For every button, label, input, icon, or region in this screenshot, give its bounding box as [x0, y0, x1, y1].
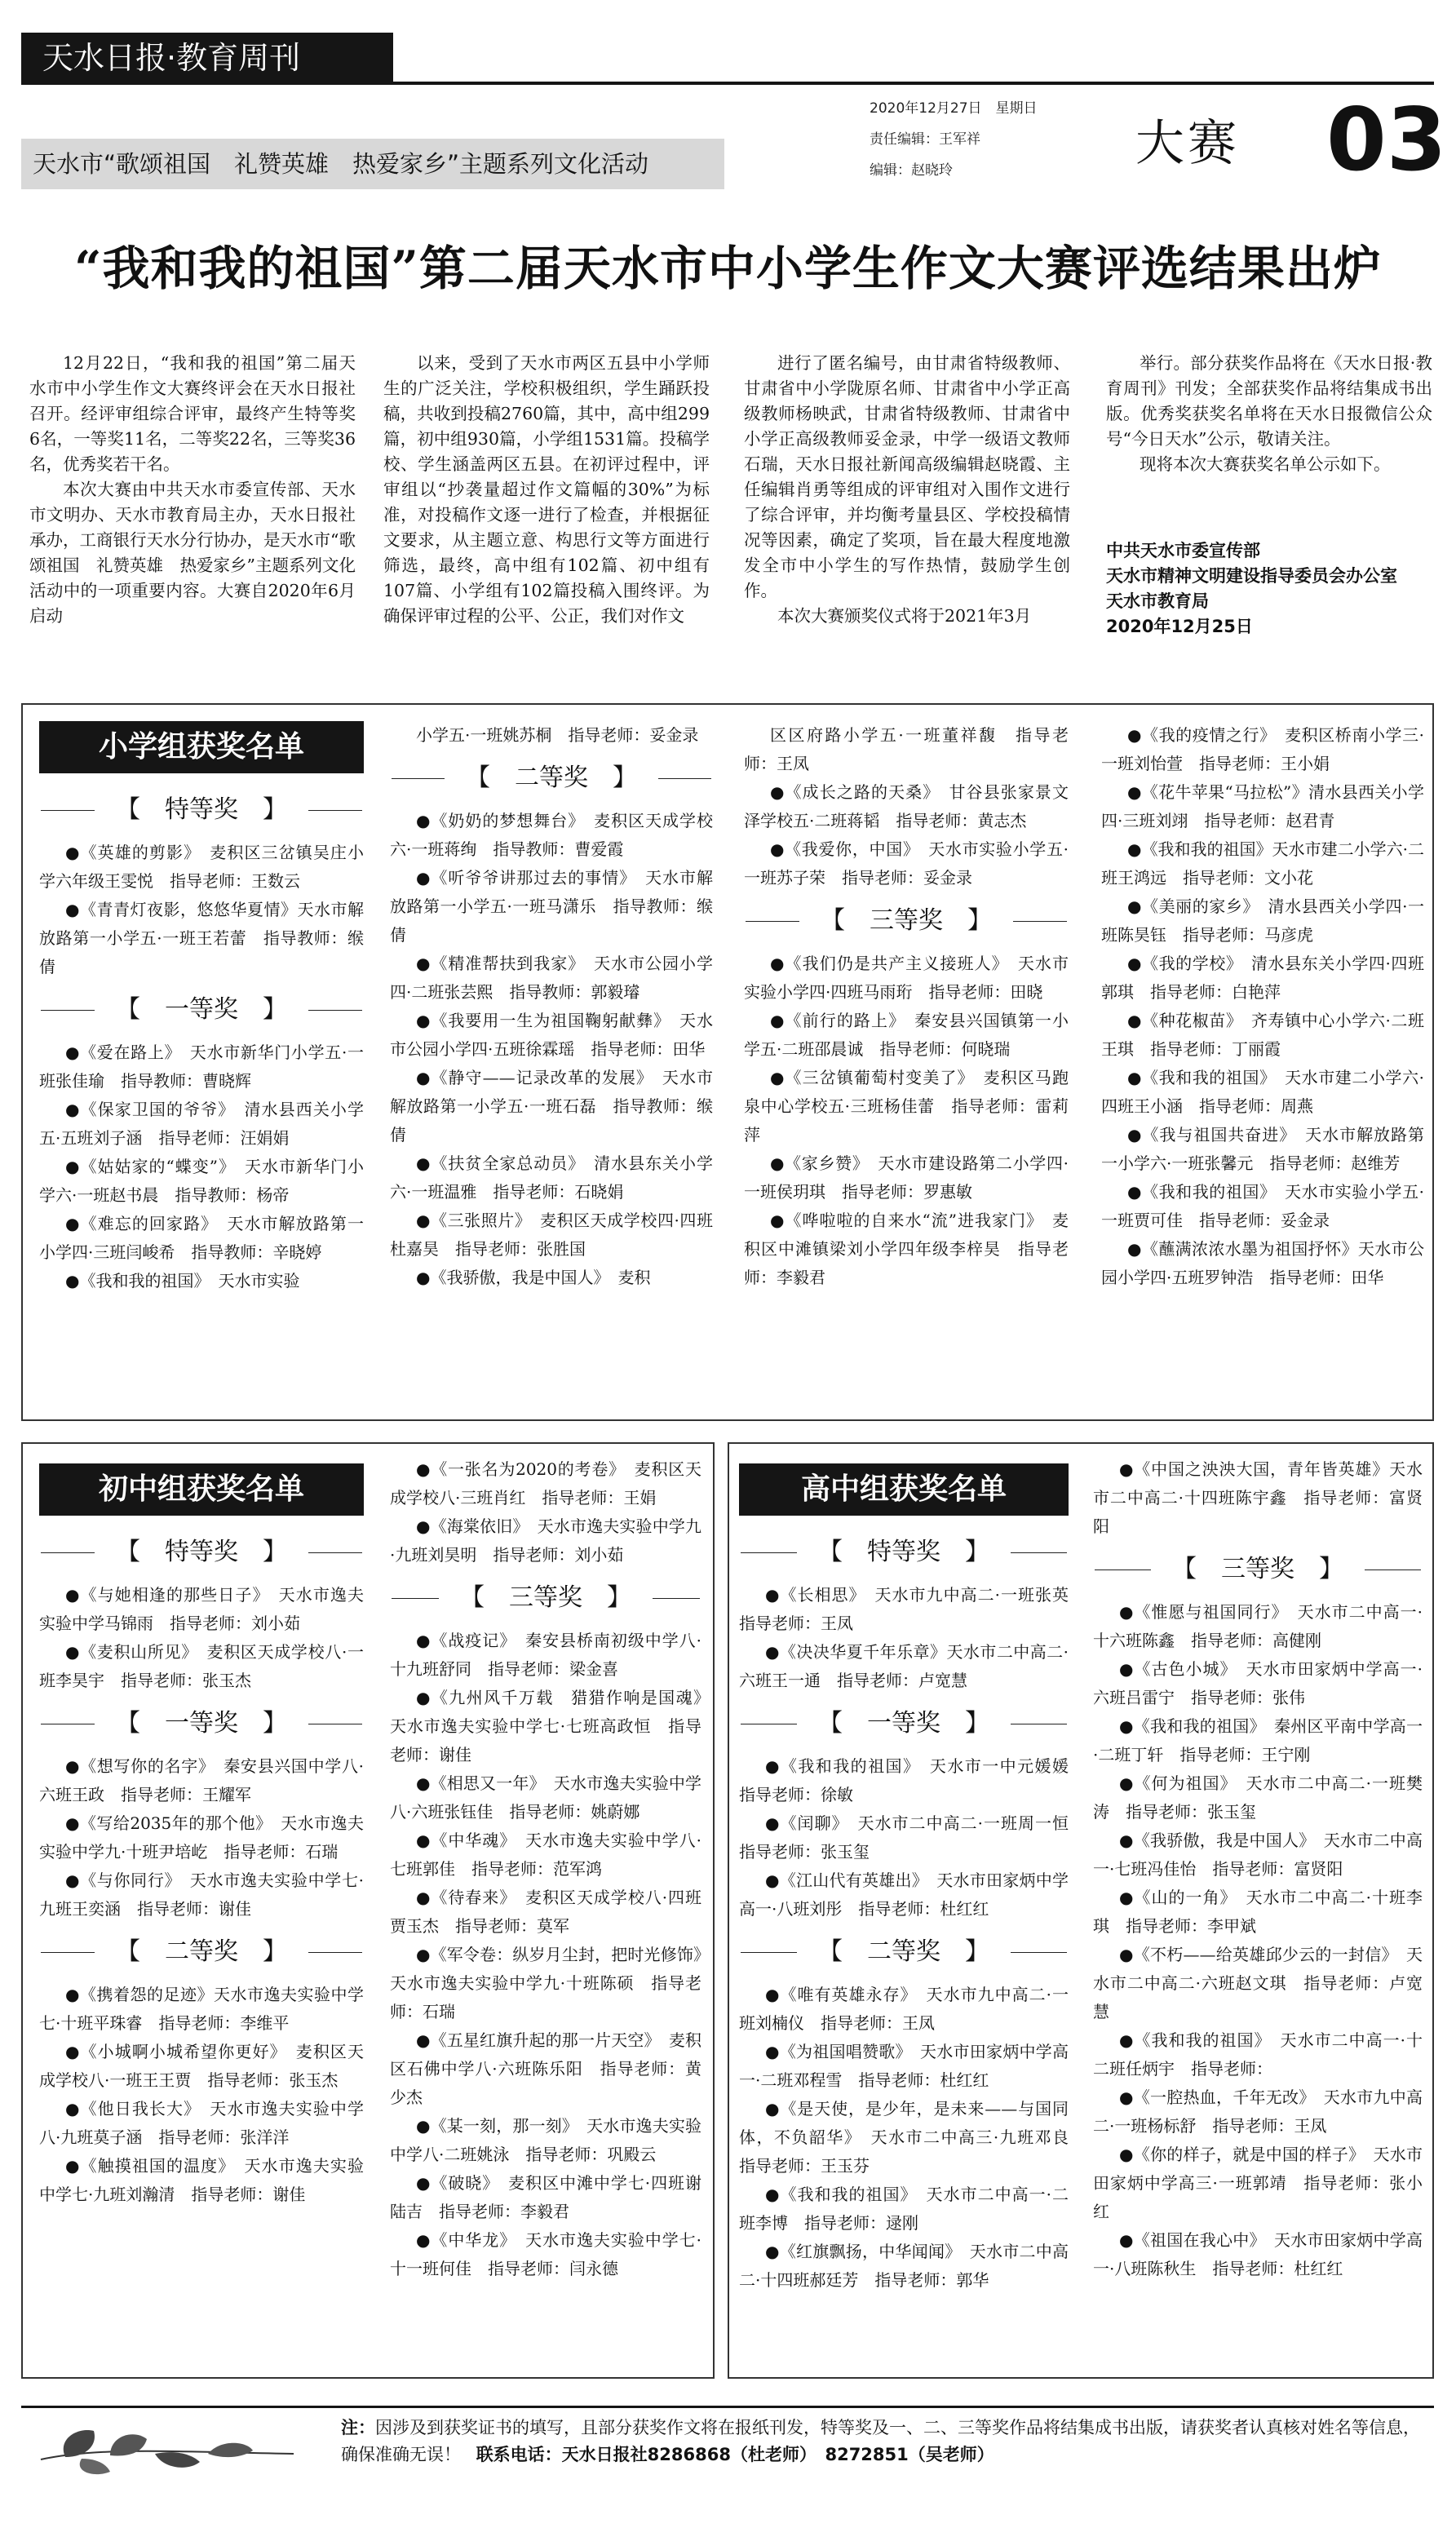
junior-col-1: [39, 1450, 364, 2209]
winner-entry: ●《写给2035年的那个他》 天水市逸夫实验中学九·十班尹培屹 指导老师：石瑞: [39, 1813, 364, 1862]
winner-entry: ●《闰聊》 天水市二中高二·一班周一恒 指导老师：张玉玺: [739, 1813, 1085, 1862]
intro-paragraph: 本次大赛颁奖仪式将于2021年3月: [777, 606, 1032, 626]
signature-line: 天水市精神文明建设指导委员会办公室: [1106, 566, 1397, 586]
winner-entry: ●《为祖国唱赞歌》 天水市田家炳中学高一·二班邓程雪 指导老师：杜红红: [739, 2042, 1069, 2090]
winner-entry: ●《九州风千万载 猎猎作响是国魂》 天水市逸夫实验中学七·七班高政恒 指导老师：谢佳: [390, 1688, 718, 1764]
winner-entry: ●《我的学校》 清水县东关小学四·四班郭琪 指导老师：白艳萍: [1101, 954, 1424, 1002]
intro-signature: [1106, 538, 1432, 640]
winner-entry: ●《想写你的名字》 秦安县兴国中学八·六班王政 指导老师：王耀军: [39, 1756, 364, 1804]
winner-entry: ●《海棠依旧》 天水市逸夫实验中学九·九班刘昊明 指导老师：刘小茹: [390, 1516, 701, 1565]
winner-entry: ●《与你同行》 天水市逸夫实验中学七·九班王奕涵 指导老师：谢佳: [39, 1871, 364, 1919]
winner-entry: ●《静守——记录改革的发展》 天水市解放路第一小学五·一班石磊 指导教师：缑倩: [390, 1068, 713, 1144]
winner-entry: ●《江山代有英雄出》 天水市田家炳中学高一·八班刘彤 指导老师：杜红红: [739, 1871, 1069, 1919]
winner-entry: ●《精准帮扶到我家》 天水市公园小学四·二班张芸熙 指导教师：郭毅璿: [390, 954, 713, 1002]
winner-entry: ●《唯有英雄永存》 天水市九中高二·一班刘楠仪 指导老师：王凤: [739, 1985, 1069, 2033]
winner-entry: ●《哗啦啦的自来水“流”进我家门》 麦积区中滩镇梁刘小学四年级李梓昊 指导老师：李毅君: [744, 1211, 1069, 1287]
primary-col-2: [390, 721, 713, 1292]
campaign-banner: 天水市“歌颂祖国 礼赞英雄 热爱家乡”主题系列文化活动: [21, 139, 724, 189]
issue-date: 2020年12月27日 星期日: [870, 100, 1038, 117]
winner-entry: ●《难忘的回家路》 天水市解放路第一小学四·三班闫峻希 指导教师：辛晓婷: [39, 1214, 364, 1262]
winner-entry: ●《不朽——给英雄邱少云的一封信》 天水市二中高二·六班赵文琪 指导老师：卢宽慧: [1093, 1945, 1423, 2021]
senior-heading: 高中组获奖名单: [739, 1463, 1069, 1516]
award-level-heading: 【 一等奖 】: [739, 1703, 1069, 1744]
winner-entry: ●《一张名为2020的考卷》 麦积区天成学校八·三班肖红 指导老师：王娟: [390, 1459, 701, 1508]
winner-entry: ●《我和我的祖国》 天水市二中高一·二班李博 指导老师：逯刚: [739, 2185, 1069, 2233]
page-editor: 编辑：赵晓玲: [870, 162, 953, 179]
leaf-ornament-icon: [33, 2415, 302, 2480]
intro-column-2: [383, 351, 710, 629]
winner-entry: ●《我和我的祖国》 天水市实验小学五·一班贾可佳 指导老师：妥金录: [1101, 1182, 1424, 1230]
winner-entry: ●《我爱你，中国》 天水市实验小学五·一班苏子荣 指导老师：妥金录: [744, 839, 1069, 888]
winner-entry: ●《三岔镇葡萄村变美了》 麦积区马跑泉中心学校五·三班杨佳蕾 指导老师：雷莉萍: [744, 1068, 1069, 1144]
winner-entry: ●《是天使，是少年，是未来——与国同体，不负韶华》 天水市二中高三·九班邓良 指导老师：王玉芬: [739, 2099, 1085, 2176]
winner-entry: ●《我们仍是共产主义接班人》 天水市实验小学四·四班马雨珩 指导老师：田晓: [744, 954, 1069, 1002]
award-level-heading: 【 二等奖 】: [739, 1932, 1069, 1972]
winner-entry: ●《五星红旗升起的那一片天空》 麦积区石佛中学八·六班陈乐阳 指导老师：黄少杰: [390, 2030, 701, 2107]
responsible-editor: 责任编辑：王军祥: [870, 131, 980, 148]
winner-entry: ●《家乡赞》 天水市建设路第二小学四·一班侯玥琪 指导老师：罗惠敏: [744, 1153, 1069, 1202]
winner-entry: ●《祖国在我心中》 天水市田家炳中学高一·八班陈秋生 指导老师：杜红红: [1093, 2230, 1423, 2278]
signature-line: 2020年12月25日: [1106, 617, 1253, 636]
winner-entry: ●《战疫记》 秦安县桥南初级中学八·十九班舒同 指导老师：梁金喜: [390, 1631, 701, 1679]
award-level-heading: 【 二等奖 】: [39, 1932, 364, 1972]
award-level-heading: 【 特等奖 】: [739, 1532, 1069, 1573]
winner-entry: ●《蘸满浓浓水墨为祖国抒怀》天水市公园小学四·五班罗钟浩 指导老师：田华: [1101, 1239, 1424, 1287]
footer-note: [341, 2415, 1426, 2468]
intro-paragraph: 本次大赛由中共天水市委宣传部、天水市文明办、天水市教育局主办，天水日报社承办，工商银行天水分行协办，是天水市“歌颂祖国 礼赞英雄 热爱家乡”主题系列文化活动中的一项重要内容。大赛自2020年6月启动: [29, 480, 356, 626]
signature-line: 中共天水市委宣传部: [1106, 541, 1260, 560]
winner-entry: ●《麦积山所见》 麦积区天成学校八·一班李昊宇 指导老师：张玉杰: [39, 1642, 364, 1690]
senior-col-1-list: [739, 1532, 1085, 2295]
intro-paragraph: 现将本次大赛获奖名单公示如下。: [1140, 454, 1391, 474]
winner-entry: ●《我要用一生为祖国鞠躬献彝》 天水市公园小学四·五班徐霖瑶 指导老师：田华: [390, 1011, 713, 1059]
winner-entry: ●《我和我的祖国》 天水市二中高一·十二班任炳宇 指导老师：: [1093, 2030, 1423, 2079]
winner-entry: ●《听爷爷讲那过去的事情》 天水市解放路第一小学五·一班马潇乐 指导教师：缑倩: [390, 868, 713, 945]
winner-entry: ●《一腔热血，千年无改》 天水市九中高二·一班杨标舒 指导老师：王凤: [1093, 2087, 1423, 2136]
winner-entry: ●《我和我的祖国》天水市建二小学六·二班王鸿远 指导老师：文小花: [1101, 839, 1424, 888]
winner-entry: ●《红旗飘扬，中华闻闻》 天水市二中高二·十四班郝廷芳 指导老师：郭华: [739, 2242, 1069, 2290]
winner-entry: ●《山的一角》 天水市二中高二·十班李琪 指导老师：李甲斌: [1093, 1888, 1423, 1936]
primary-col-3: [744, 721, 1069, 1292]
winner-entry: 小学五·一班姚苏桐 指导老师：妥金录: [416, 725, 699, 745]
winner-entry: 区区府路小学五·一班董祥馥 指导老师：王凤: [744, 725, 1069, 773]
winner-entry: ●《触摸祖国的温度》 天水市逸夫实验中学七·九班刘瀚清 指导老师：谢佳: [39, 2156, 364, 2204]
winner-entry: ●《我和我的祖国》 天水市实验: [65, 1271, 300, 1291]
footer-contact: 联系电话：天水日报社8286868（杜老师） 8272851（吴老师）: [476, 2445, 994, 2464]
winner-entry: ●《破晓》 麦积区中滩中学七·四班谢陆吉 指导老师：李毅君: [390, 2173, 701, 2221]
winner-entry: ●《何为祖国》 天水市二中高二·一班樊涛 指导老师：张玉玺: [1093, 1773, 1423, 1822]
winner-entry: ●《我和我的祖国》 秦州区平南中学高一·二班丁轩 指导老师：王宁刚: [1093, 1716, 1423, 1764]
intro-paragraph: 12月22日，“我和我的祖国”第二届天水市中小学生作文大赛终评会在天水日报社召开。经评审组综合评审，最终产生特等奖6名，一等奖11名，二等奖22名，三等奖36名，优秀奖若干名。: [29, 353, 356, 474]
primary-col-1: [39, 708, 364, 1295]
winner-entry: ●《姑姑家的“蝶变”》 天水市新华门小学六·一班赵书晨 指导教师：杨帝: [39, 1157, 364, 1205]
intro-paragraph: 进行了匿名编号，由甘肃省特级教师、甘肃省中小学陇原名师、甘肃省中小学正高级教师杨映武，甘肃省特级教师、甘肃省中小学正高级教师妥金录，中学一级语文教师石瑞，天水日报社新闻高级编辑赵晓霞、主任编辑肖勇等组成的评审组对入围作文进行了综合评审，并均衡考量县区、学校投稿情况等因素，确定了奖项，旨在最大程度地激发全市中小学生的写作热情，鼓励学生创作。: [744, 353, 1070, 600]
winner-entry: ●《我与祖国共奋进》 天水市解放路第一小学六·一班张馨元 指导老师：赵维芳: [1101, 1125, 1424, 1173]
winner-entry: ●《成长之路的天桑》 甘谷县张家景文泽学校五·二班蒋韬 指导老师：黄志杰: [744, 782, 1069, 830]
senior-col-2: [1093, 1455, 1423, 2283]
winner-entry: ●《奶奶的梦想舞台》 麦积区天成学校六·一班蒋绚 指导教师：曹爱霞: [390, 811, 713, 859]
award-level-heading: 【 特等奖 】: [39, 790, 364, 830]
senior-col-1: [739, 1450, 1085, 2295]
primary-col-4: [1101, 721, 1424, 1292]
winner-entry: ●《我骄傲，我是中国人》 麦积: [416, 1268, 651, 1287]
winner-entry: ●《中华魂》 天水市逸夫实验中学八·七班郭佳 指导老师：范军鸿: [390, 1831, 701, 1879]
winner-entry: ●《青青灯夜影，悠悠华夏情》天水市解放路第一小学五·一班王若蕾 指导教师：缑倩: [39, 900, 364, 976]
award-level-heading: 【 一等奖 】: [39, 1703, 364, 1744]
award-level-heading: 【 三等奖 】: [1093, 1549, 1423, 1590]
intro-column-1: [29, 351, 356, 629]
footer-note-text: 因涉及到获奖证书的填写，且部分获奖作文将在报纸刊发，特等奖及一、二、三等奖作品将结集成书出版，请获奖者认真核对姓名等信息，确保准确无误！: [341, 2418, 1420, 2464]
intro-paragraph: 以来，受到了天水市两区五县中小学师生的广泛关注，学校积极组织，学生踊跃投稿，共收到投稿2760篇，其中，高中组299篇，初中组930篇，小学组1531篇。投稿学校、学生涵盖两区五县。在初评过程中，评审组以“抄袭量超过作文篇幅的30%”为标准，对投稿作文逐一进行了检查，并根据征文要求，从主题立意、构思行文等方面进行筛选，最终，高中组有102篇、初中组有107篇、小学组有102篇投稿入围终评。为确保评审过程的公平、公正，我们对作文: [383, 353, 710, 626]
winner-entry: ●《爱在路上》 天水市新华门小学五·一班张佳瑜 指导教师：曹晓辉: [39, 1043, 364, 1091]
winner-entry: ●《小城啊小城希望你更好》 麦积区天成学校八·一班王王贾 指导老师：张玉杰: [39, 2042, 364, 2090]
masthead-rule: [21, 82, 1434, 85]
winner-entry: ●《花牛苹果“马拉松”》清水县西关小学四·三班刘翊 指导老师：赵君青: [1101, 782, 1424, 830]
winner-entry: ●《英雄的剪影》 麦积区三岔镇吴庄小学六年级王雯悦 指导老师：王数云: [39, 843, 364, 891]
junior-col-1-list: [39, 1532, 364, 2209]
headline: “我和我的祖国”第二届天水市中小学生作文大赛评选结果出炉: [74, 241, 1382, 296]
masthead-title: 天水日报·教育周刊: [21, 33, 393, 83]
award-level-heading: 【 三等奖 】: [390, 1578, 701, 1618]
junior-col-2: [390, 1455, 718, 2283]
intro-paragraph: 举行。部分获奖作品将在《天水日报·教育周刊》刊发；全部获奖作品将结集成书出版。优秀奖获奖名单将在天水日报微信公众号“今日天水”公示，敬请关注。: [1106, 353, 1432, 449]
intro-column-3: [744, 351, 1070, 629]
winner-entry: ●《待春来》 麦积区天成学校八·四班贾玉杰 指导老师：莫军: [390, 1888, 701, 1936]
winner-entry: ●《中华龙》 天水市逸夫实验中学七·十一班何佳 指导老师：闫永德: [390, 2230, 701, 2278]
page-number: 03: [1326, 90, 1447, 190]
winner-entry: ●《你的样子，就是中国的样子》 天水市田家炳中学高三·一班郭靖 指导老师：张小红: [1093, 2145, 1423, 2221]
winner-entry: ●《前行的路上》 秦安县兴国镇第一小学五·二班邵晨诚 指导老师：何晓瑞: [744, 1011, 1069, 1059]
winner-entry: ●《三张照片》 麦积区天成学校四·四班杜嘉昊 指导老师：张胜国: [390, 1211, 713, 1259]
winner-entry: ●《美丽的家乡》 清水县西关小学四·一班陈昊钰 指导老师：马彦虎: [1101, 897, 1424, 945]
intro-column-4: [1106, 351, 1432, 477]
award-level-heading: 【 二等奖 】: [390, 758, 713, 799]
winner-entry: ●《决决华夏千年乐章》天水市二中高二·六班王一通 指导老师：卢宽慧: [739, 1642, 1069, 1690]
winner-entry: ●《与她相逢的那些日子》 天水市逸夫实验中学马锦雨 指导老师：刘小茹: [39, 1585, 364, 1633]
footer-note-label: 注：: [341, 2418, 375, 2437]
winner-entry: ●《扶贫全家总动员》 清水县东关小学六·一班温雅 指导老师：石晓娟: [390, 1153, 713, 1202]
footer-rule: [21, 2406, 1434, 2408]
primary-heading: 小学组获奖名单: [39, 721, 364, 773]
winner-entry: ●《相思又一年》 天水市逸夫实验中学八·六班张钰佳 指导老师：姚蔚娜: [390, 1773, 701, 1822]
signature-line: 天水市教育局: [1106, 591, 1209, 611]
junior-heading: 初中组获奖名单: [39, 1463, 364, 1516]
winner-entry: ●《保家卫国的爷爷》 清水县西关小学五·五班刘子涵 指导老师：汪娟娟: [39, 1100, 364, 1148]
winner-entry: ●《军令卷：纵岁月尘封，把时光修饰》 天水市逸夫实验中学九·十班陈硕 指导老师：石瑞: [390, 1945, 718, 2021]
winner-entry: ●《古色小城》 天水市田家炳中学高一·六班吕雷宁 指导老师：张伟: [1093, 1659, 1423, 1707]
winner-entry: ●《他日我长大》 天水市逸夫实验中学八·九班莫子涵 指导老师：张洋洋: [39, 2099, 364, 2147]
primary-col-1-list: [39, 790, 364, 1295]
winner-entry: ●《我的疫情之行》 麦积区桥南小学三·一班刘怡萱 指导老师：王小娟: [1101, 725, 1424, 773]
section-label: 大赛: [1135, 115, 1240, 172]
winner-entry: ●《我骄傲，我是中国人》 天水市二中高一·七班冯佳怡 指导老师：富贤阳: [1093, 1831, 1423, 1879]
award-level-heading: 【 三等奖 】: [744, 901, 1069, 941]
winner-entry: ●《携着怨的足迹》天水市逸夫实验中学七·十班平珠睿 指导老师：李维平: [39, 1985, 364, 2033]
winner-entry: ●《我和我的祖国》 天水市一中元媛媛 指导老师：徐敏: [739, 1756, 1085, 1804]
award-level-heading: 【 一等奖 】: [39, 990, 364, 1030]
winner-entry: ●《中国之泱泱大国，青年皆英雄》天水市二中高二·十四班陈宇鑫 指导老师：富贤阳: [1093, 1459, 1423, 1536]
winner-entry: ●《长相思》 天水市九中高二·一班张英 指导老师：王凤: [739, 1585, 1085, 1633]
winner-entry: ●《种花椒苗》 齐寿镇中心小学六·二班王琪 指导老师：丁丽霞: [1101, 1011, 1424, 1059]
winner-entry: ●《惟愿与祖国同行》 天水市二中高一·十六班陈鑫 指导老师：高健刚: [1093, 1602, 1423, 1650]
winner-entry: ●《我和我的祖国》 天水市建二小学六·四班王小涵 指导老师：周燕: [1101, 1068, 1424, 1116]
award-level-heading: 【 特等奖 】: [39, 1532, 364, 1573]
winner-entry: ●《某一刻，那一刻》 天水市逸夫实验中学八·二班姚泳 指导老师：巩殿云: [390, 2116, 701, 2164]
